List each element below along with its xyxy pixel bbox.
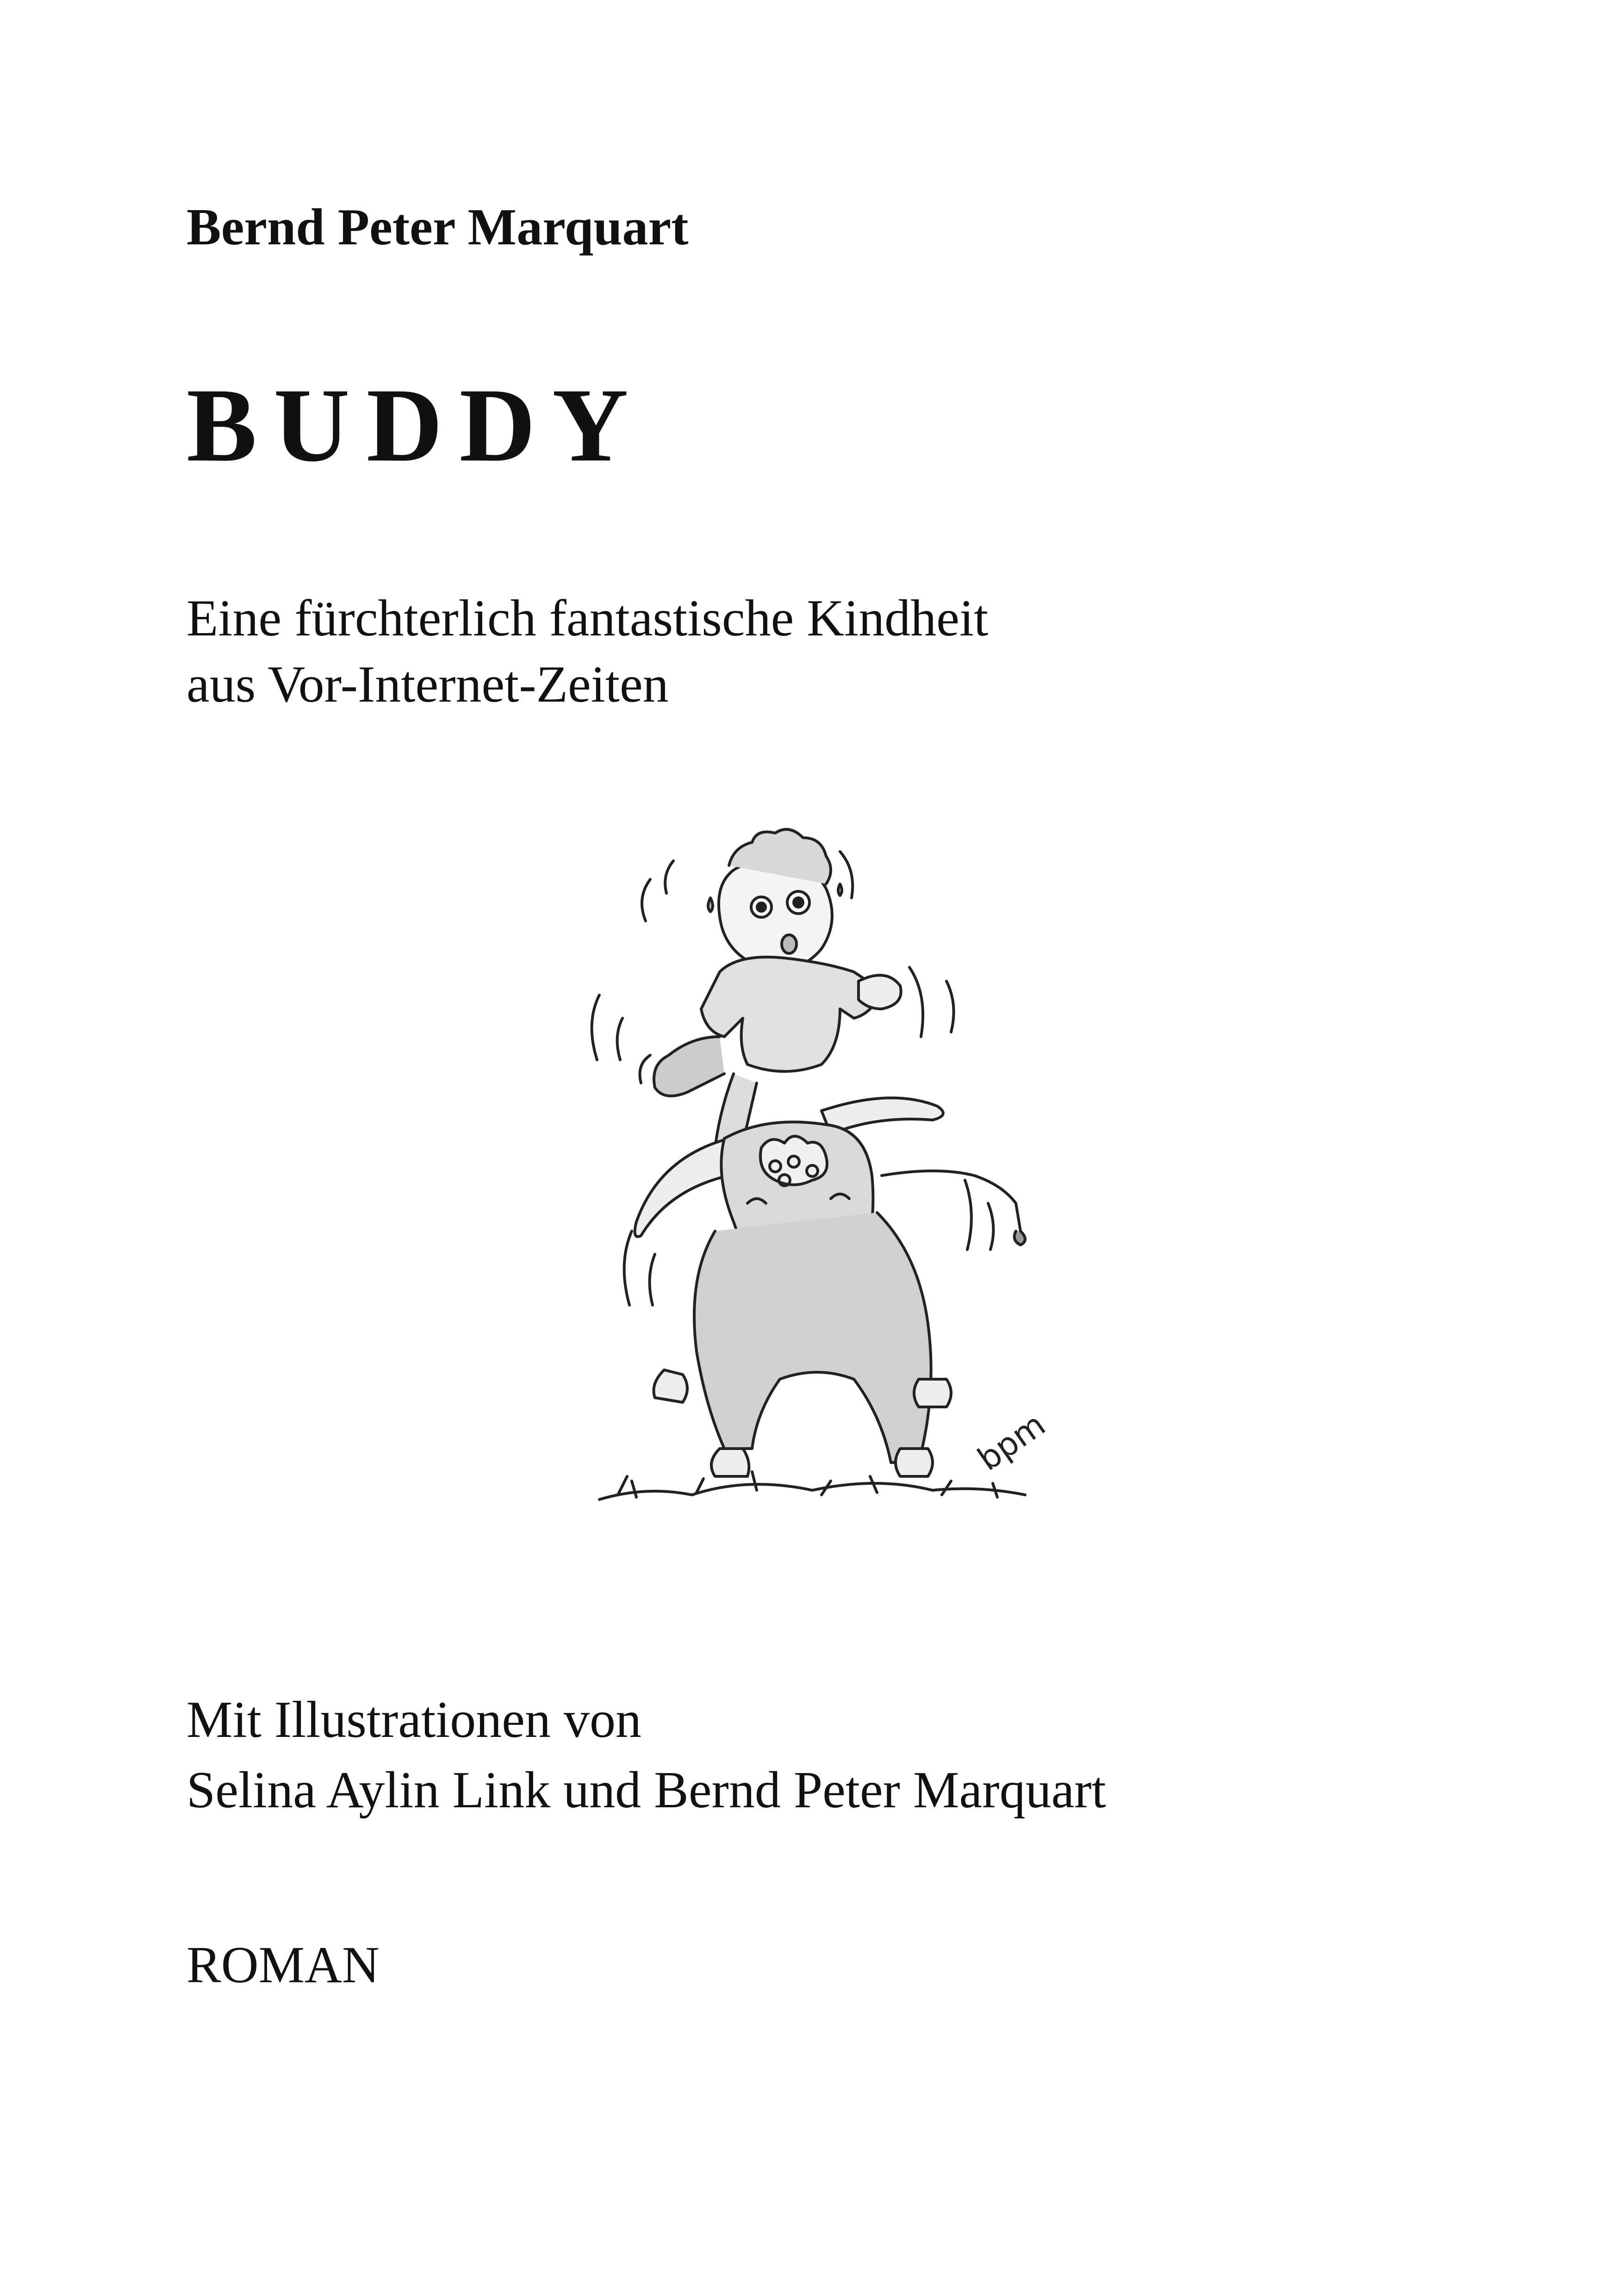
book-subtitle <box>187 585 988 718</box>
credits-line-1: Mit Illustrationen von <box>187 1691 642 1748</box>
author-name: Bernd Peter Marquart <box>187 199 689 256</box>
boy-riding-bull-illustration <box>581 815 1076 1578</box>
subtitle-line-1: Eine fürchterlich fantastische Kindheit <box>187 590 989 647</box>
illustration-credits <box>187 1685 1106 1825</box>
credits-line-2: Selina Aylin Link und Bernd Peter Marquart <box>187 1761 1106 1819</box>
illustration-signature: bpm <box>971 1405 1052 1478</box>
genre-label: ROMAN <box>187 1936 380 1994</box>
subtitle-line-2: aus Vor-Internet-Zeiten <box>187 656 669 713</box>
book-title: BUDDY <box>187 367 645 484</box>
